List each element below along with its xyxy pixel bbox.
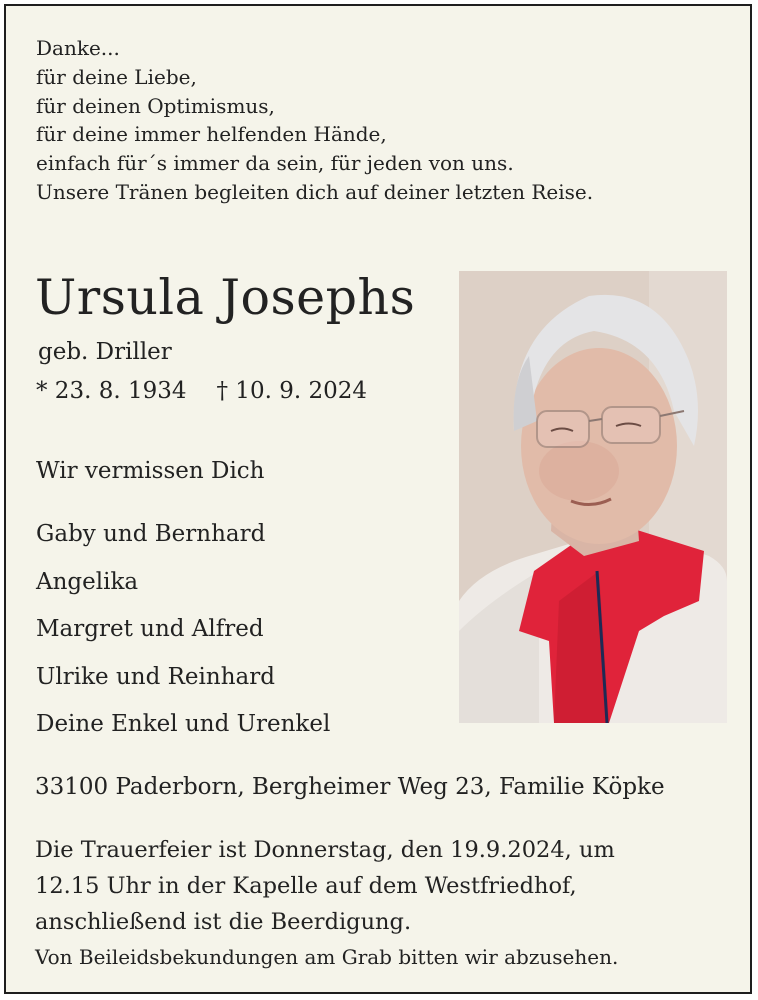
obituary-notice (4, 4, 752, 994)
poem-line: Unsere Tränen begleiten dich auf deiner letzten Reise. (36, 179, 594, 204)
mourner-entry: Angelika (36, 568, 139, 595)
condolence-note: Von Beileidsbekundungen am Grab bitten wir abzusehen. (35, 945, 619, 969)
poem-line: für deinen Optimismus, (36, 93, 275, 118)
portrait-photo (459, 271, 727, 723)
family-address: 33100 Paderborn, Bergheimer Weg 23, Familie Köpke (35, 774, 665, 800)
mourner-entry: Gaby und Bernhard (36, 521, 266, 547)
poem-line: für deine immer helfenden Hände, (36, 122, 387, 147)
mourner-entry: Deine Enkel und Urenkel (36, 711, 331, 737)
funeral-line: anschließend ist die Beerdigung. (35, 909, 412, 935)
death-date: † 10. 9. 2024 (216, 378, 367, 404)
birth-date: * 23. 8. 1934 (36, 378, 187, 404)
mourners-list (36, 511, 330, 749)
birth-name: geb. Driller (38, 339, 172, 365)
poem-line: einfach für´s immer da sein, für jeden von uns. (36, 151, 514, 176)
mourner-entry: Ulrike und Reinhard (36, 663, 275, 690)
poem-line: Danke... (36, 36, 120, 60)
funeral-line: 12.15 Uhr in der Kapelle auf dem Westfriedhof, (35, 873, 577, 899)
funeral-line: Die Trauerfeier ist Donnerstag, den 19.9.2024, um (35, 837, 615, 863)
poem-line: für deine Liebe, (36, 64, 197, 89)
life-dates (36, 376, 367, 406)
portrait-illustration (459, 271, 727, 723)
miss-line: Wir vermissen Dich (36, 458, 265, 484)
funeral-info (35, 832, 735, 974)
mourner-entry: Margret und Alfred (36, 616, 264, 642)
poem (36, 34, 736, 207)
deceased-name: Ursula Josephs (35, 269, 416, 326)
